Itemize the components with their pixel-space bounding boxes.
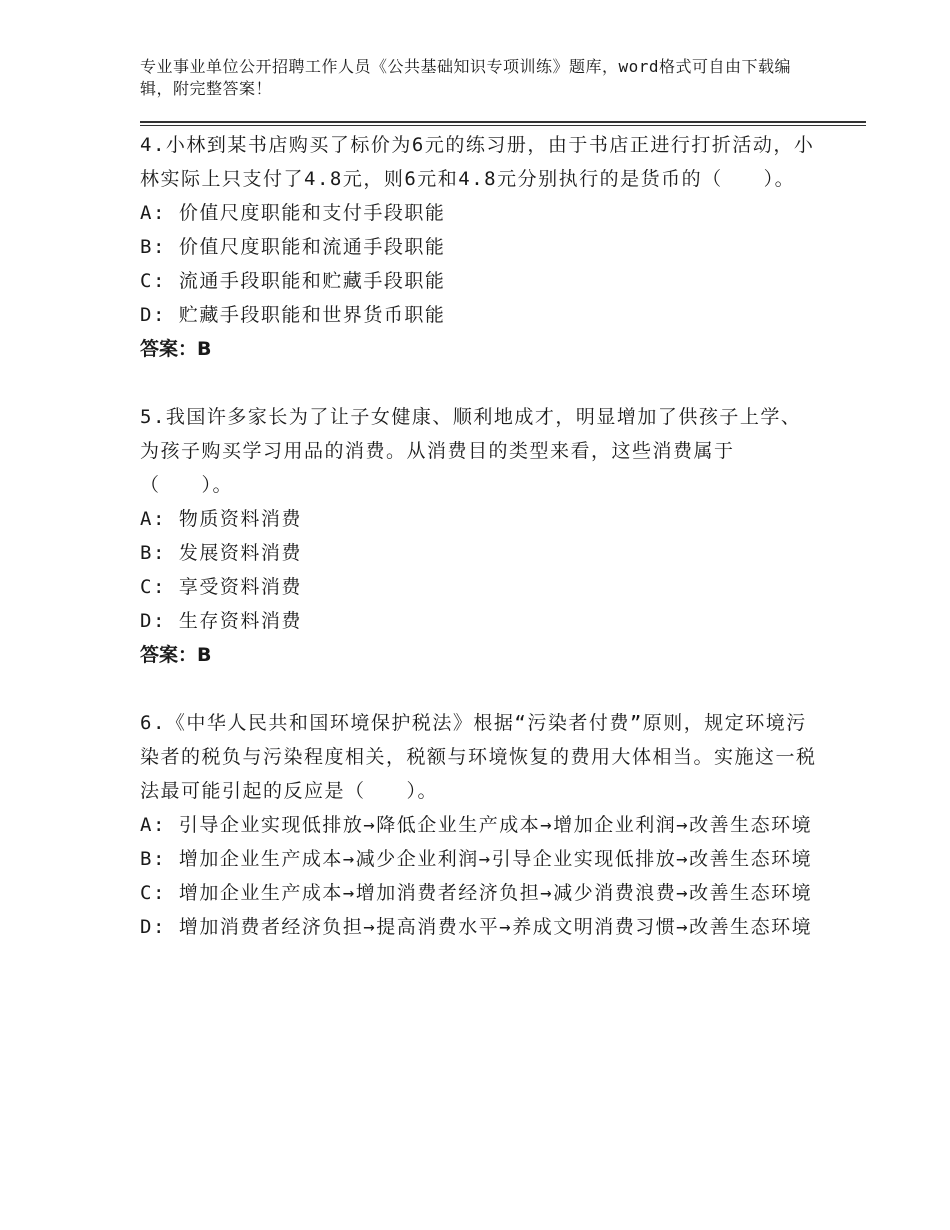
option-c: C: 流通手段职能和贮藏手段职能 (140, 270, 446, 292)
header-rule-thin (140, 125, 866, 126)
option-b: B: 价值尺度职能和流通手段职能 (140, 236, 446, 258)
option-d: D: 生存资料消费 (140, 610, 302, 632)
answer-label: 答案：B (140, 644, 212, 666)
option-b: B: 增加企业生产成本→减少企业利润→引导企业实现低排放→改善生态环境 (140, 848, 813, 870)
option-d: D: 增加消费者经济负担→提高消费水平→养成文明消费习惯→改善生态环境 (140, 916, 813, 938)
question-4 (140, 128, 820, 366)
option-a: A: 引导企业实现低排放→降低企业生产成本→增加企业利润→改善生态环境 (140, 814, 813, 836)
option-c: C: 享受资料消费 (140, 576, 302, 598)
option-d: D: 贮藏手段职能和世界货币职能 (140, 304, 446, 326)
option-a: A: 价值尺度职能和支付手段职能 (140, 202, 446, 224)
question-5 (140, 400, 820, 672)
option-a: A: 物质资料消费 (140, 508, 302, 530)
question-stem: 4.小林到某书店购买了标价为6元的练习册，由于书店正进行打折活动，小林实际上只支付了4.8元，则6元和4.8元分别执行的是货币的（ ）。 (140, 134, 815, 190)
question-stem: 5.我国许多家长为了让子女健康、顺利地成才，明显增加了供孩子上学、为孩子购买学习用品的消费。从消费目的类型来看，这些消费属于（ ）。 (140, 406, 802, 496)
question-list (140, 128, 820, 978)
question-stem: 6.《中华人民共和国环境保护税法》根据“污染者付费”原则，规定环境污染者的税负与污染程度相关，税额与环境恢复的费用大体相当。实施这一税法最可能引起的反应是（ ）。 (140, 712, 817, 802)
option-c: C: 增加企业生产成本→增加消费者经济负担→减少消费浪费→改善生态环境 (140, 882, 813, 904)
document-header: 专业事业单位公开招聘工作人员《公共基础知识专项训练》题库，word格式可自由下载编辑，附完整答案！ (140, 57, 792, 98)
header-rule-thick (140, 121, 866, 123)
question-6 (140, 706, 820, 944)
answer-label: 答案：B (140, 338, 212, 360)
option-b: B: 发展资料消费 (140, 542, 302, 564)
